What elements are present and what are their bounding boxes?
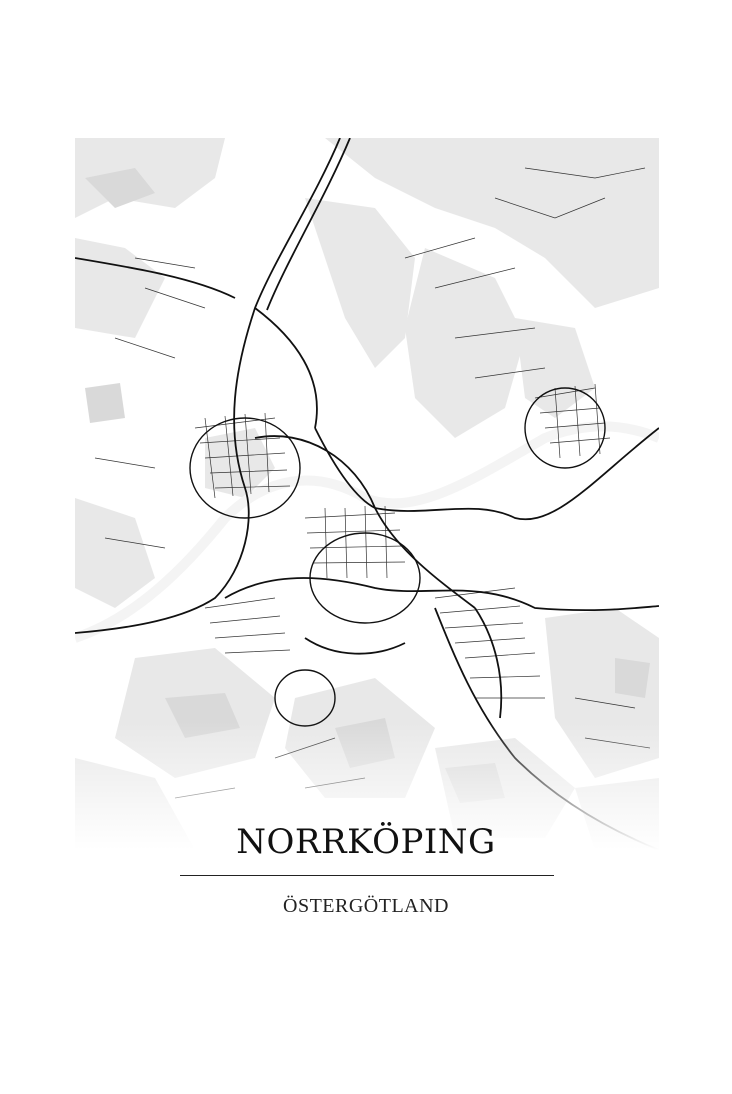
title-divider — [180, 875, 554, 876]
city-title: NORRKÖPING — [236, 822, 496, 862]
city-map — [75, 138, 659, 850]
region-subtitle: ÖSTERGÖTLAND — [283, 895, 449, 917]
